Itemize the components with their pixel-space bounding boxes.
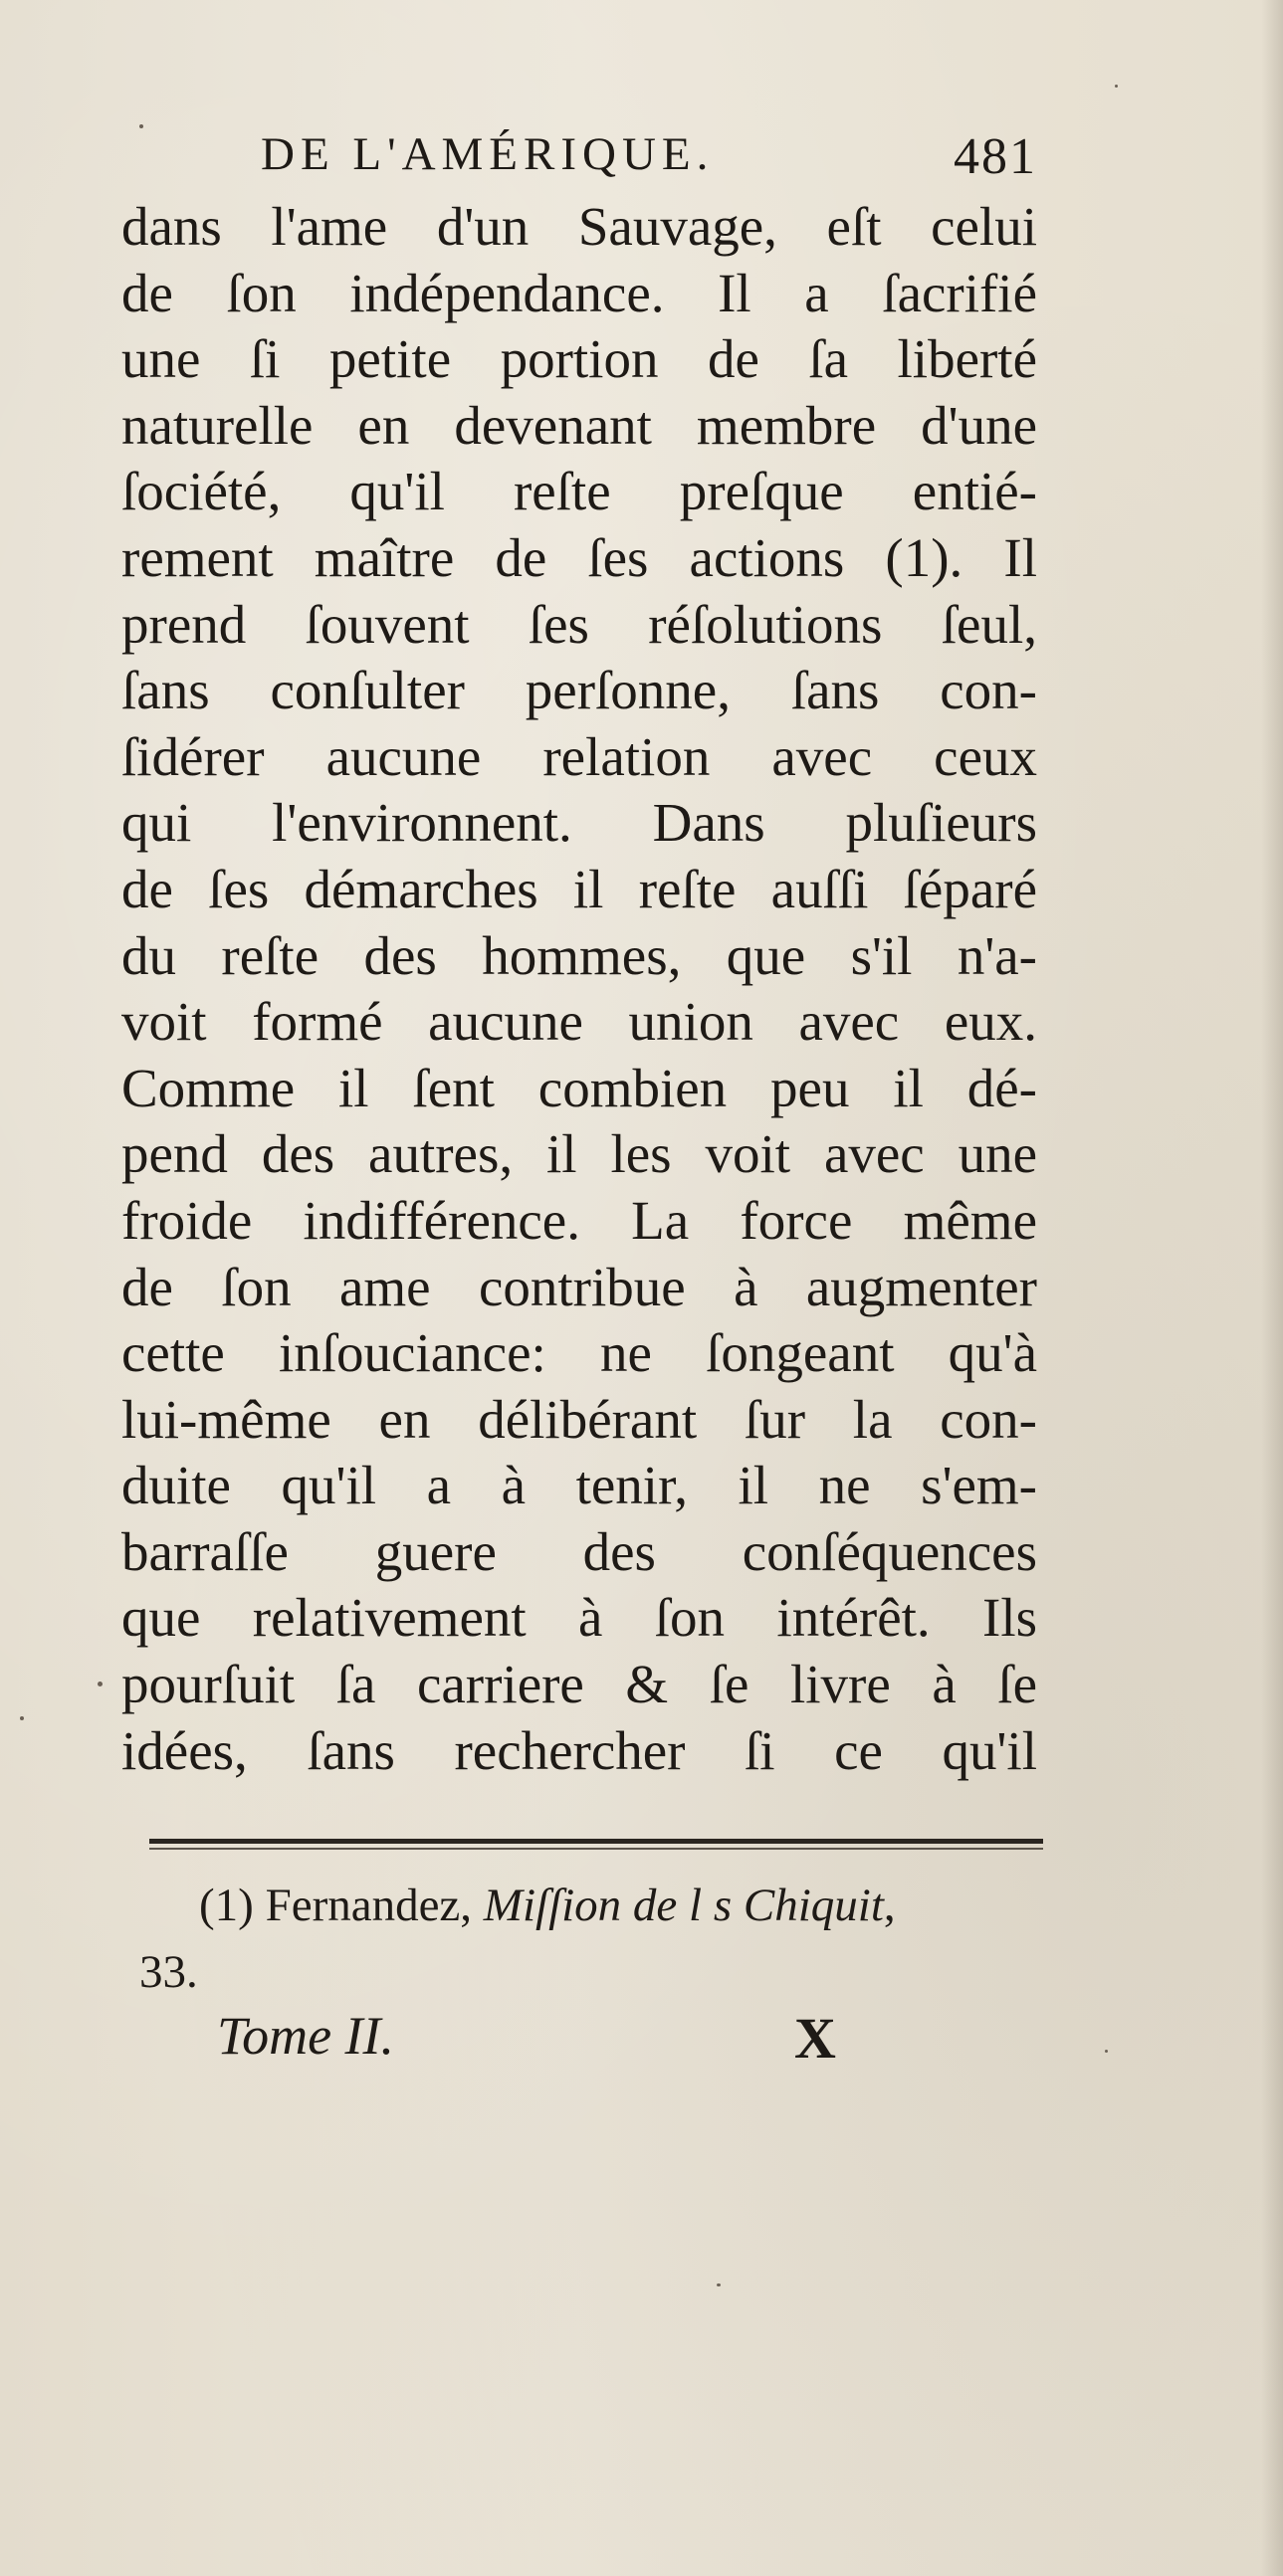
footnote-marker: (1) (199, 1880, 254, 1931)
page-edge-shadow (1261, 0, 1283, 2576)
text-line: ſidérer aucune relation avec ceux (121, 725, 1037, 787)
page-header (261, 127, 1037, 197)
text-line: rement maître de ſes actions (1). Il (121, 526, 1037, 588)
speck (1115, 85, 1118, 88)
footnote-author: Fernandez, (265, 1880, 473, 1931)
signature-line (217, 2005, 894, 2075)
text-line: Comme il ſent combien peu il dé- (121, 1057, 1037, 1118)
footnote-trailing: , (883, 1880, 896, 1931)
text-line: dans l'ame d'un Sauvage, eſt celui (121, 196, 1037, 257)
footnote-rule-thin (149, 1848, 1043, 1850)
text-line: lui-même en délibérant ſur la con- (121, 1388, 1037, 1450)
text-line: pourſuit ſa carriere & ſe livre à ſe (121, 1654, 1037, 1715)
speck (139, 124, 143, 128)
text-line: de ſon ame contribue à augmenter (121, 1256, 1037, 1317)
text-line: de ſon indépendance. Il a ſacrifié (121, 262, 1037, 323)
speck (98, 1682, 103, 1686)
speck (717, 2283, 721, 2286)
speck (20, 1716, 24, 1720)
speck (1105, 2050, 1108, 2053)
text-line: prend ſouvent ſes réſolutions ſeul, (121, 593, 1037, 655)
text-line: duite qu'il a à tenir, il ne s'em- (121, 1455, 1037, 1516)
volume-label: Tome II. (217, 2006, 395, 2066)
text-line: qui l'environnent. Dans pluſieurs (121, 792, 1037, 854)
footnote-rule (149, 1839, 1043, 1844)
running-head: DE L'AMÉRIQUE. (261, 128, 715, 180)
body-text (121, 194, 1037, 1784)
signature-mark: X (794, 2006, 836, 2071)
footnote (199, 1879, 1045, 1932)
text-line: ſociété, qu'il reſte preſque entié- (121, 461, 1037, 522)
text-line: froide indifférence. La force même (121, 1189, 1037, 1251)
text-line: une ſi petite portion de ſa liberté (121, 328, 1037, 390)
text-line: pend des autres, il les voit avec une (121, 1123, 1037, 1185)
text-line: que relativement à ſon intérêt. Ils (121, 1587, 1037, 1649)
text-line: barraſſe guere des conſéquences (121, 1520, 1037, 1582)
text-line: cette inſouciance: ne ſongeant qu'à (121, 1322, 1037, 1384)
text-line: naturelle en devenant membre d'une (121, 394, 1037, 456)
text-line: du reſte des hommes, que s'il n'a- (121, 924, 1037, 986)
footnote-title: Miſſion de l s Chiquit (483, 1880, 884, 1931)
page-number: 481 (954, 128, 1037, 185)
text-line: ſans conſulter perſonne, ſans con- (121, 660, 1037, 721)
text-line: voit formé aucune union avec eux. (121, 991, 1037, 1053)
text-line: de ſes démarches il reſte auſſi ſéparé (121, 858, 1037, 919)
text-line: idées, ſans rechercher ſi ce qu'il (121, 1719, 1037, 1781)
footnote-continuation: 33. (139, 1946, 198, 1998)
